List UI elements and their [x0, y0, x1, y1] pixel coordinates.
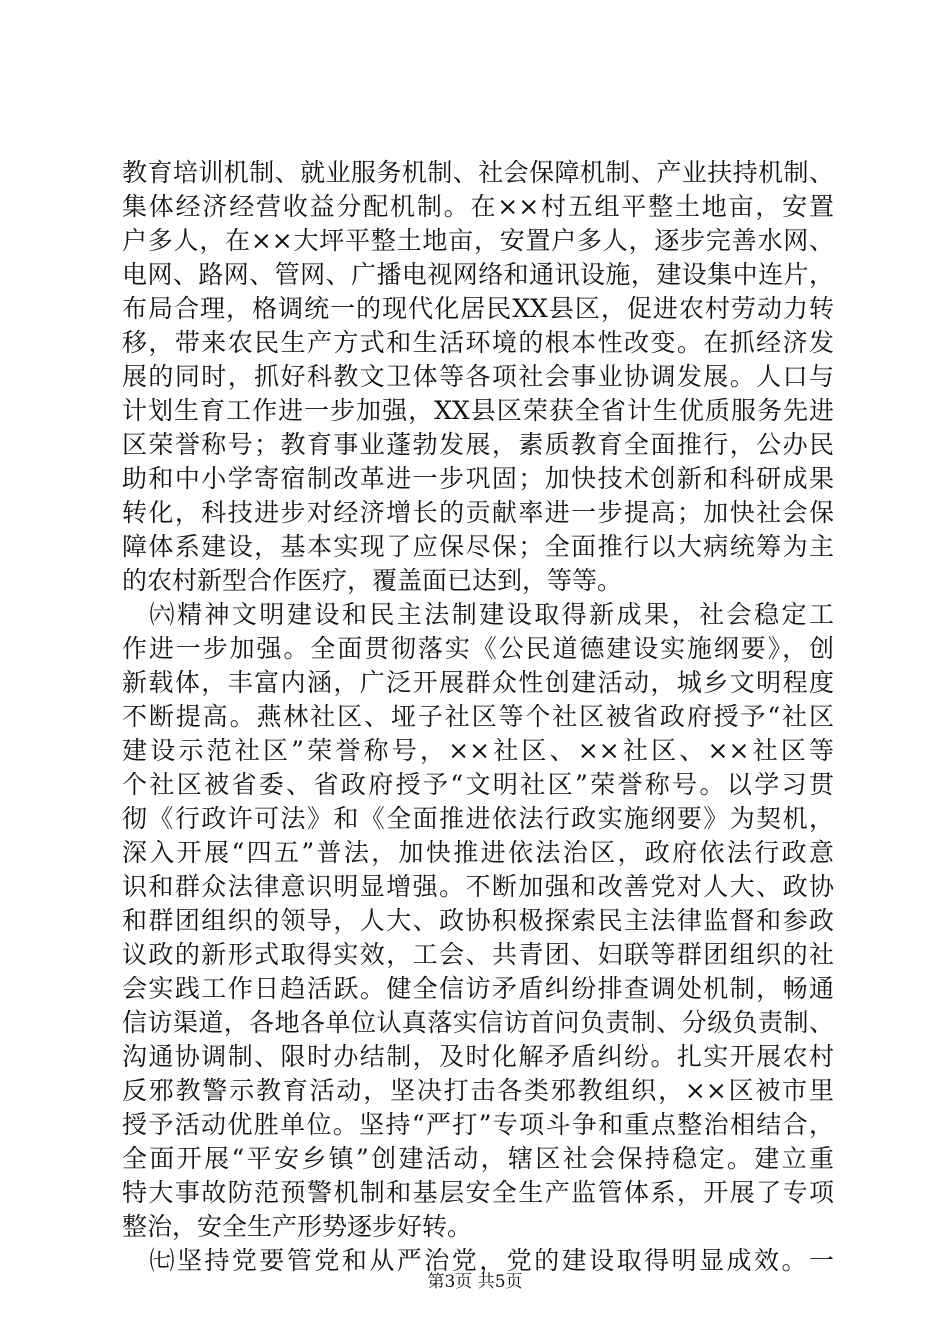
text-line: 和群团组织的领导，人大、政协积极探索民主法律监督和参政	[122, 906, 834, 935]
text-line: 集体经济经营收益分配机制。在××村五组平整土地亩，安置	[122, 192, 834, 221]
text-line: 信访渠道，各地各单位认真落实信访首问负责制、分级负责制、	[122, 1008, 834, 1037]
text-line: 个社区被省委、省政府授予“文明社区”荣誉称号。以学习贯	[122, 770, 834, 799]
page-footer	[0, 1271, 950, 1293]
text-line: 全面开展“平安乡镇”创建活动，辖区社会保持稳定。建立重	[122, 1144, 834, 1173]
text-line: 户多人，在××大坪平整土地亩，安置户多人，逐步完善水网、	[122, 226, 834, 255]
text-line: 彻《行政许可法》和《全面推进依法行政实施纲要》为契机，	[122, 804, 834, 833]
body-text	[122, 156, 834, 1278]
text-line: 布局合理，格调统一的现代化居民XX县区，促进农村劳动力转	[122, 294, 834, 323]
text-line: 整治，安全生产形势逐步好转。	[122, 1212, 473, 1241]
text-line: 反邪教警示教育活动，坚决打击各类邪教组织，××区被市里	[122, 1076, 834, 1105]
text-line: 沟通协调制、限时办结制，及时化解矛盾纠纷。扎实开展农村	[122, 1042, 834, 1071]
text-line: 不断提高。燕林社区、垭子社区等个社区被省政府授予“社区	[122, 702, 834, 731]
text-line: 的农村新型合作医疗，覆盖面已达到，等等。	[122, 566, 623, 595]
text-line: 展的同时，抓好科教文卫体等各项社会事业协调发展。人口与	[122, 362, 834, 391]
text-line: 区荣誉称号；教育事业蓬勃发展，素质教育全面推行，公办民	[122, 430, 834, 459]
text-line: 移，带来农民生产方式和生活环境的根本性改变。在抓经济发	[122, 328, 834, 357]
text-line: 助和中小学寄宿制改革进一步巩固；加快技术创新和科研成果	[122, 464, 834, 493]
text-line: 识和群众法律意识明显增强。不断加强和改善党对人大、政协	[122, 872, 834, 901]
text-line: 作进一步加强。全面贯彻落实《公民道德建设实施纲要》，创	[122, 634, 834, 663]
text-line: 议政的新形式取得实效，工会、共青团、妇联等群团组织的社	[122, 940, 834, 969]
text-line: 建设示范社区”荣誉称号，××社区、××社区、××社区等	[122, 736, 834, 765]
text-line: 新载体，丰富内涵，广泛开展群众性创建活动，城乡文明程度	[122, 668, 834, 697]
text-line: 计划生育工作进一步加强，XX县区荣获全省计生优质服务先进	[122, 396, 834, 425]
text-line: 会实践工作日趋活跃。健全信访矛盾纠纷排查调处机制，畅通	[122, 974, 834, 1003]
page-number-label: 第3页 共5页	[427, 1272, 523, 1292]
text-line: 转化，科技进步对经济增长的贡献率进一步提高；加快社会保	[122, 498, 834, 527]
text-line: 特大事故防范预警机制和基层安全生产监管体系，开展了专项	[122, 1178, 834, 1207]
text-line: 授予活动优胜单位。坚持“严打”专项斗争和重点整治相结合，	[122, 1110, 834, 1139]
text-line: 电网、路网、管网、广播电视网络和通讯设施，建设集中连片，	[122, 260, 834, 289]
text-line: 教育培训机制、就业服务机制、社会保障机制、产业扶持机制、	[122, 158, 834, 187]
text-line: 障体系建设，基本实现了应保尽保；全面推行以大病统筹为主	[122, 532, 834, 561]
text-line: 深入开展“四五”普法，加快推进依法治区，政府依法行政意	[122, 838, 834, 867]
text-line: ㈥精神文明建设和民主法制建设取得新成果，社会稳定工	[122, 600, 834, 629]
text-line: ㈦坚持党要管党和从严治党，党的建设取得明显成效。一	[122, 1246, 834, 1275]
